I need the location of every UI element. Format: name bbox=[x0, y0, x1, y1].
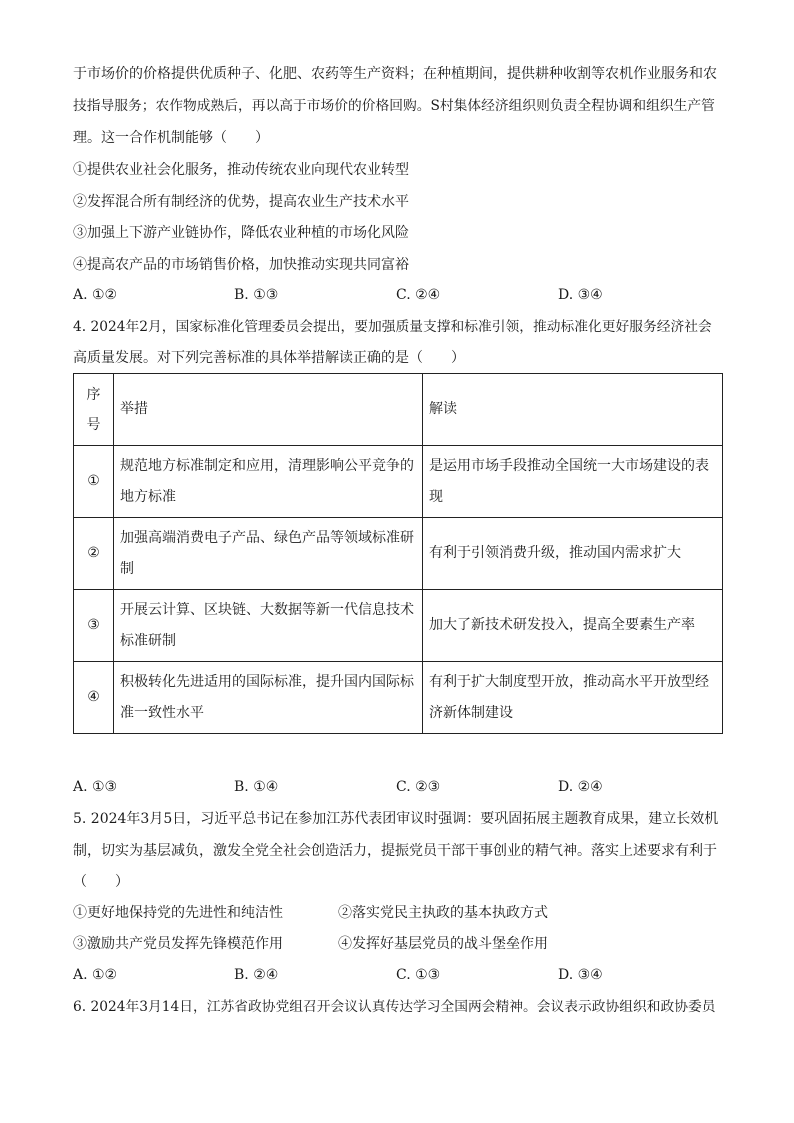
interpretation-cell: 有利于扩大制度型开放，推动高水平开放型经济新体制建设 bbox=[423, 662, 723, 734]
option-a[interactable]: A. ①② bbox=[73, 287, 118, 303]
q5-stem-line: 5. 2024年3月5日，习近平总书记在参加江苏代表团审议时强调：要巩固拓展主题教育成果，建立长效机 bbox=[73, 811, 719, 827]
q5-statement: ②落实党民主执政的基本执政方式 bbox=[338, 905, 548, 921]
q4-options bbox=[73, 777, 721, 797]
q3-stem-line: 理。这一合作机制能够（ ） bbox=[73, 130, 269, 146]
q3-statement: ③加强上下游产业链协作，降低农业种植的市场化风险 bbox=[73, 225, 409, 241]
header-number-line2: 号 bbox=[86, 416, 101, 433]
q5-stem-line: （ ） bbox=[73, 874, 129, 890]
header-number bbox=[74, 374, 114, 446]
q5-statement: ④发挥好基层党员的战斗堡垒作用 bbox=[338, 936, 548, 952]
q5-options bbox=[73, 965, 721, 985]
row-number: ③ bbox=[74, 590, 114, 662]
q5-statement: ③激励共产党员发挥先锋模范作用 bbox=[73, 936, 283, 952]
table-row bbox=[74, 446, 723, 518]
measure-cell: 积极转化先进适用的国际标准，提升国内国际标准一致性水平 bbox=[114, 662, 423, 734]
option-a[interactable]: A. ①② bbox=[73, 967, 118, 983]
q4-stem-line: 4. 2024年2月，国家标准化管理委员会提出，要加强质量支撑和标准引领，推动标准化更好服务经济社会 bbox=[73, 319, 712, 335]
option-d[interactable]: D. ③④ bbox=[558, 287, 603, 303]
header-interpretation: 解读 bbox=[423, 374, 723, 446]
q4-stem-line: 高质量发展。对下列完善标准的具体举措解读正确的是（ ） bbox=[73, 350, 465, 366]
q3-stem-line: 技指导服务；农作物成熟后，再以高于市场价的价格回购。S村集体经济组织则负责全程协调和组织生产管 bbox=[73, 98, 715, 114]
option-d[interactable]: D. ③④ bbox=[558, 967, 603, 983]
table-row bbox=[74, 590, 723, 662]
table-row bbox=[74, 662, 723, 734]
option-c[interactable]: C. ②③ bbox=[396, 779, 441, 795]
q3-statement: ①提供农业社会化服务，推动传统农业向现代农业转型 bbox=[73, 162, 409, 178]
q3-stem-line: 于市场价的价格提供优质种子、化肥、农药等生产资料；在种植期间，提供耕种收割等农机作业服务和农 bbox=[73, 66, 717, 82]
q3-statement: ②发挥混合所有制经济的优势，提高农业生产技术水平 bbox=[73, 194, 409, 210]
option-c[interactable]: C. ②④ bbox=[396, 287, 441, 303]
option-a[interactable]: A. ①③ bbox=[73, 779, 118, 795]
row-number: ① bbox=[74, 446, 114, 518]
header-number-line1: 序 bbox=[86, 386, 101, 403]
q5-statements-row bbox=[73, 903, 721, 923]
row-number: ④ bbox=[74, 662, 114, 734]
table-row bbox=[74, 518, 723, 590]
table-header-row bbox=[74, 374, 723, 446]
q6-stem-line: 6. 2024年3月14日，江苏省政协党组召开会议认真传达学习全国两会精神。会议表示政协组织和政协委员 bbox=[73, 999, 716, 1015]
measure-cell: 规范地方标准制定和应用，清理影响公平竞争的地方标准 bbox=[114, 446, 423, 518]
q5-stem-line: 制，切实为基层减负，激发全党全社会创造活力，提振党员干部干事创业的精气神。落实上述要求有利于 bbox=[73, 843, 717, 859]
q5-statement: ①更好地保持党的先进性和纯洁性 bbox=[73, 905, 283, 921]
header-measure: 举措 bbox=[114, 374, 423, 446]
measure-cell: 加强高端消费电子产品、绿色产品等领域标准研制 bbox=[114, 518, 423, 590]
measure-cell: 开展云计算、区块链、大数据等新一代信息技术标准研制 bbox=[114, 590, 423, 662]
q3-statement: ④提高农产品的市场销售价格，加快推动实现共同富裕 bbox=[73, 257, 409, 273]
row-number: ② bbox=[74, 518, 114, 590]
option-d[interactable]: D. ②④ bbox=[558, 779, 603, 795]
q3-options bbox=[73, 285, 721, 305]
option-b[interactable]: B. ①④ bbox=[234, 779, 279, 795]
measures-table bbox=[73, 373, 723, 734]
q5-statements-row bbox=[73, 934, 721, 954]
interpretation-cell: 加大了新技术研发投入，提高全要素生产率 bbox=[423, 590, 723, 662]
option-c[interactable]: C. ①③ bbox=[396, 967, 441, 983]
interpretation-cell: 是运用市场手段推动全国统一大市场建设的表现 bbox=[423, 446, 723, 518]
interpretation-cell: 有利于引领消费升级，推动国内需求扩大 bbox=[423, 518, 723, 590]
option-b[interactable]: B. ①③ bbox=[234, 287, 279, 303]
option-b[interactable]: B. ②④ bbox=[234, 967, 279, 983]
